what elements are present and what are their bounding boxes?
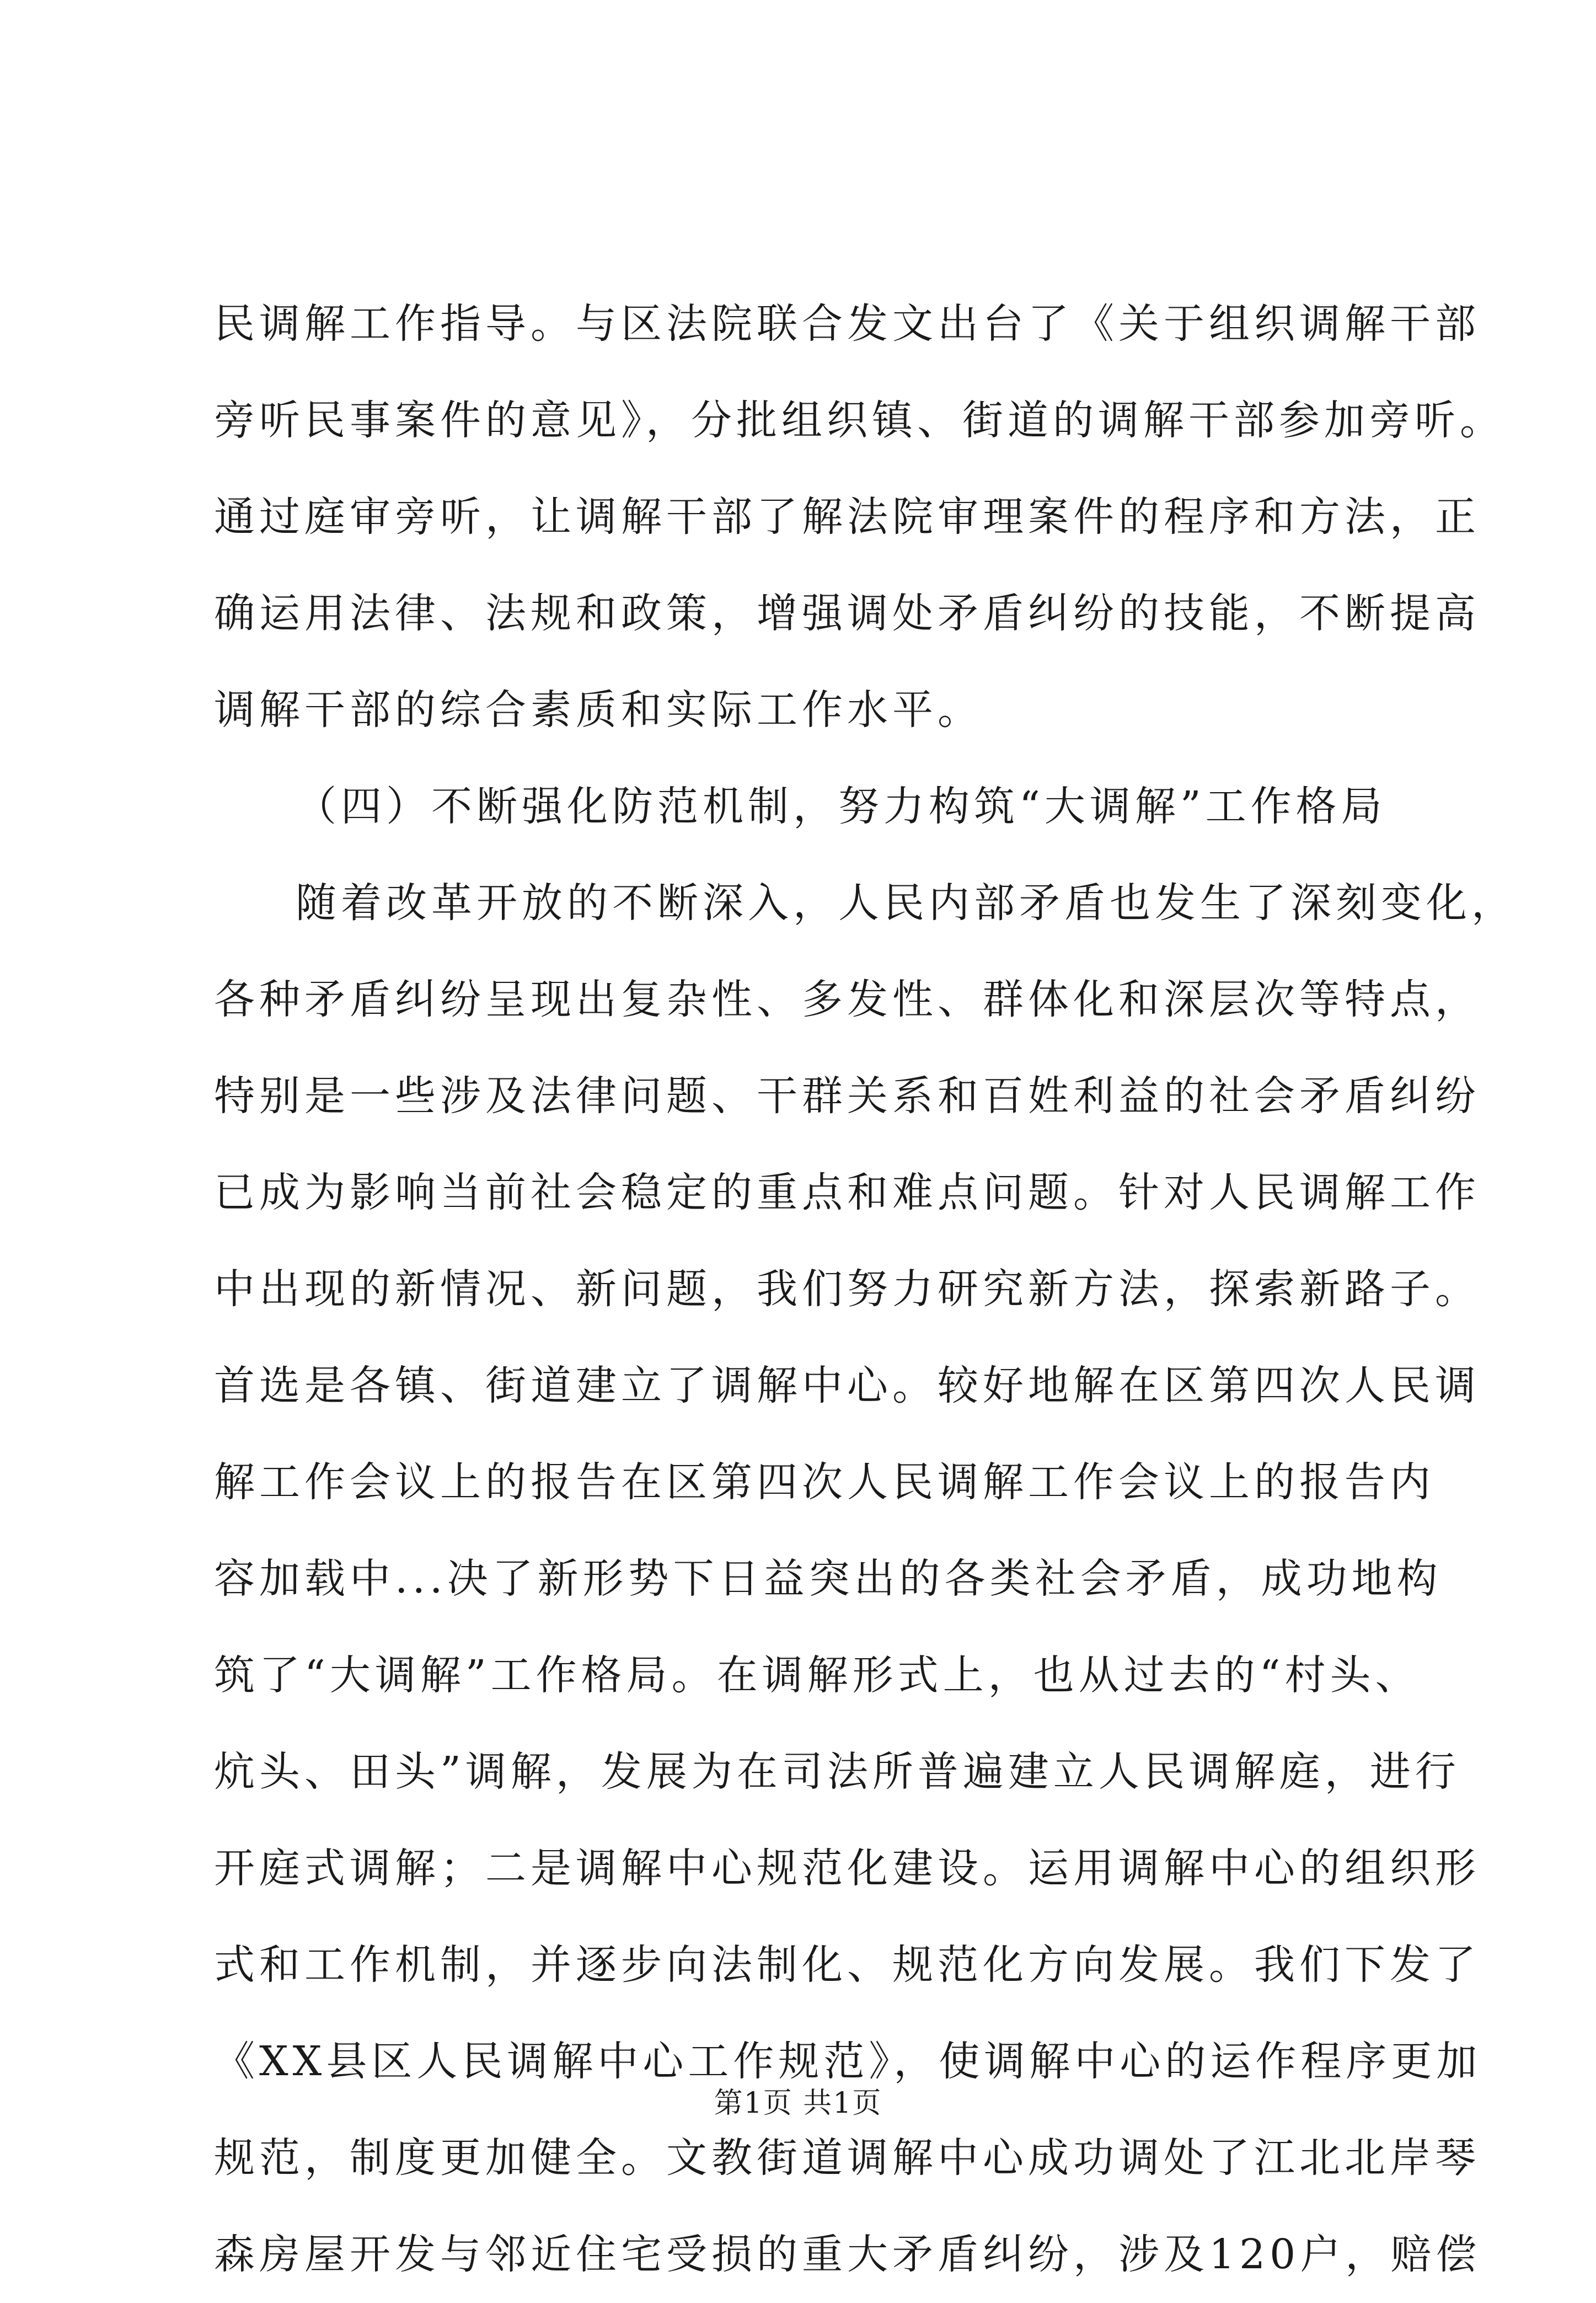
text-line: 特别是一些涉及法律问题、干群关系和百姓利益的社会矛盾纠纷	[214, 1072, 1480, 1120]
text-line: 通过庭审旁听，让调解干部了解法院审理案件的程序和方法，正	[214, 493, 1480, 541]
text-line: 已成为影响当前社会稳定的重点和难点问题。针对人民调解工作	[214, 1169, 1480, 1216]
text-line: 式和工作机制，并逐步向法制化、规范化方向发展。我们下发了	[214, 1941, 1480, 1989]
text-line: 首选是各镇、街道建立了调解中心。较好地解在区第四次人民调	[214, 1362, 1480, 1409]
text-line: 中出现的新情况、新问题，我们努力研究新方法，探索新路子。	[214, 1265, 1480, 1313]
text-line: 确运用法律、法规和政策，增强调处矛盾纠纷的技能，不断提高	[214, 590, 1480, 637]
text-line: 《XX县区人民调解中心工作规范》，使调解中心的运作程序更加	[214, 2038, 1482, 2085]
text-line: 筑了“大调解”工作格局。在调解形式上，也从过去的“村头、	[214, 1652, 1421, 1699]
text-line: 森房屋开发与邻近住宅受损的重大矛盾纠纷，涉及120户，赔偿	[214, 2231, 1481, 2278]
text-line: 各种矛盾纠纷呈现出复杂性、多发性、群体化和深层次等特点，	[214, 976, 1480, 1023]
text-line: 解工作会议上的报告在区第四次人民调解工作会议上的报告内	[214, 1458, 1435, 1506]
text-line: 容加载中...决了新形势下日益突出的各类社会矛盾，成功地构	[214, 1555, 1442, 1602]
text-line: 规范，制度更加健全。文教街道调解中心成功调处了江北北岸琴	[214, 2134, 1480, 2182]
document-body	[214, 276, 1517, 2303]
text-line: 民调解工作指导。与区法院联合发文出台了《关于组织调解干部	[214, 300, 1480, 348]
text-line: 随着改革开放的不断深入，人民内部矛盾也发生了深刻变化，	[296, 879, 1517, 927]
text-line: 炕头、田头”调解，发展为在司法所普遍建立人民调解庭，进行	[214, 1748, 1460, 1796]
text-line: 旁听民事案件的意见》，分批组织镇、街道的调解干部参加旁听。	[214, 397, 1505, 444]
section-heading: （四）不断强化防范机制，努力构筑“大调解”工作格局	[296, 783, 1386, 830]
text-line: 开庭式调解；二是调解中心规范化建设。运用调解中心的组织形	[214, 1845, 1480, 1892]
text-line: 调解干部的综合素质和实际工作水平。	[214, 686, 983, 734]
page-footer: 第1页 共1页	[714, 2087, 882, 2120]
